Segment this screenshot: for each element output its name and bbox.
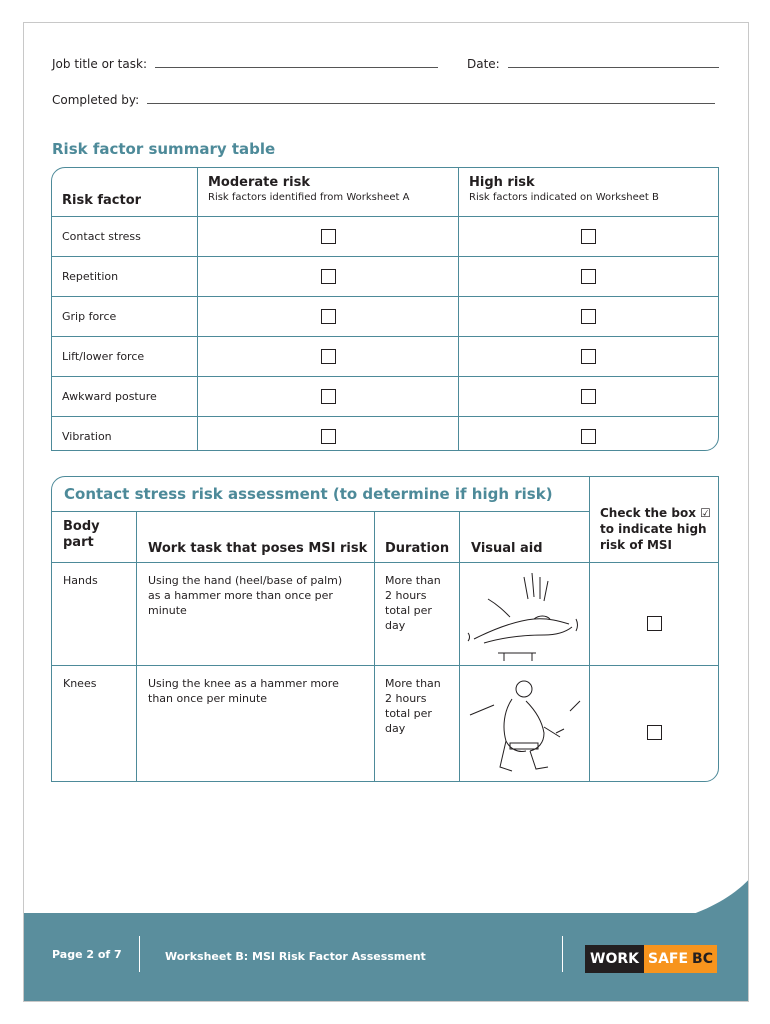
work-task-hands: Using the hand (heel/base of palm) as a hammer more than once per minute <box>148 574 343 617</box>
date-label: Date: <box>467 57 500 71</box>
knees-high-risk-checkbox[interactable] <box>647 725 662 740</box>
work-task-header: Work task that poses MSI risk <box>148 541 368 556</box>
high-risk-title: High risk <box>469 175 535 190</box>
logo-work-text: WORK <box>585 945 644 973</box>
moderate-risk-sub: Risk factors identified from Worksheet A <box>208 192 410 203</box>
job-title-label: Job title or task: <box>52 57 147 71</box>
page-number: Page 2 of 7 <box>52 948 122 961</box>
moderate-risk-checkbox[interactable] <box>321 429 336 444</box>
high-risk-checkbox[interactable] <box>581 429 596 444</box>
contact-stress-table <box>51 476 719 782</box>
high-risk-checkbox[interactable] <box>581 349 596 364</box>
body-part-knees: Knees <box>63 677 97 690</box>
hands-high-risk-checkbox[interactable] <box>647 616 662 631</box>
check-header-line3: risk of MSI <box>600 538 673 552</box>
check-box-header <box>600 505 719 553</box>
footer-separator <box>139 936 140 972</box>
worksheet-title: Worksheet B: MSI Risk Factor Assessment <box>165 950 426 963</box>
moderate-risk-checkbox[interactable] <box>321 349 336 364</box>
moderate-risk-checkbox[interactable] <box>321 389 336 404</box>
summary-title: Risk factor summary table <box>52 140 276 158</box>
high-risk-checkbox[interactable] <box>581 269 596 284</box>
duration-header: Duration <box>385 541 450 556</box>
table-row <box>52 377 718 417</box>
high-risk-checkbox[interactable] <box>581 389 596 404</box>
completed-by-line[interactable] <box>147 102 715 104</box>
worksafebc-logo <box>585 945 717 973</box>
body-part-header <box>63 519 100 551</box>
table-row <box>52 337 718 377</box>
check-header-line2: to indicate high <box>600 522 707 536</box>
high-risk-header <box>459 168 718 216</box>
moderate-risk-checkbox[interactable] <box>321 269 336 284</box>
risk-factor-name: Lift/lower force <box>52 337 198 376</box>
table-row <box>52 257 718 297</box>
completed-by-label: Completed by: <box>52 93 140 107</box>
logo-safe-text: SAFE <box>644 945 692 973</box>
high-risk-checkbox[interactable] <box>581 229 596 244</box>
work-task-knees: Using the knee as a hammer more than once per minute <box>148 677 339 705</box>
date-line[interactable] <box>508 66 719 68</box>
duration-hands: More than 2 hours total per day <box>385 574 441 632</box>
risk-factor-name: Contact stress <box>52 217 198 256</box>
body-part-header-line2: part <box>63 535 94 550</box>
risk-factor-name: Grip force <box>52 297 198 336</box>
completed-by-field[interactable] <box>52 93 715 107</box>
risk-factor-name: Vibration <box>52 417 198 451</box>
footer-separator <box>562 936 563 972</box>
moderate-risk-title: Moderate risk <box>208 175 310 190</box>
risk-factor-name: Awkward posture <box>52 377 198 416</box>
table-row <box>52 417 718 451</box>
table-row <box>52 217 718 257</box>
high-risk-sub: Risk factors indicated on Worksheet B <box>469 192 659 203</box>
table-row <box>52 297 718 337</box>
moderate-risk-checkbox[interactable] <box>321 229 336 244</box>
check-header-line1: Check the box <box>600 506 696 520</box>
moderate-risk-checkbox[interactable] <box>321 309 336 324</box>
moderate-risk-header <box>198 168 459 216</box>
risk-factor-header: Risk factor <box>52 168 198 216</box>
body-part-hands: Hands <box>63 574 98 587</box>
high-risk-checkbox[interactable] <box>581 309 596 324</box>
summary-header-row <box>52 168 718 217</box>
knee-hammer-illustration <box>464 671 584 777</box>
date-field[interactable] <box>467 57 719 71</box>
hand-hammer-illustration <box>464 569 584 661</box>
risk-summary-table <box>51 167 719 451</box>
worksheet-page <box>23 22 749 1002</box>
logo-bc-text: BC <box>692 945 717 973</box>
job-title-line[interactable] <box>155 66 438 68</box>
body-part-header-line1: Body <box>63 519 100 534</box>
risk-factor-name: Repetition <box>52 257 198 296</box>
job-title-field[interactable] <box>52 57 438 71</box>
visual-aid-header: Visual aid <box>471 541 543 556</box>
contact-stress-title: Contact stress risk assessment (to determine if high risk) <box>64 485 553 503</box>
checked-box-icon: ☑ <box>700 506 711 520</box>
duration-knees: More than 2 hours total per day <box>385 677 441 735</box>
